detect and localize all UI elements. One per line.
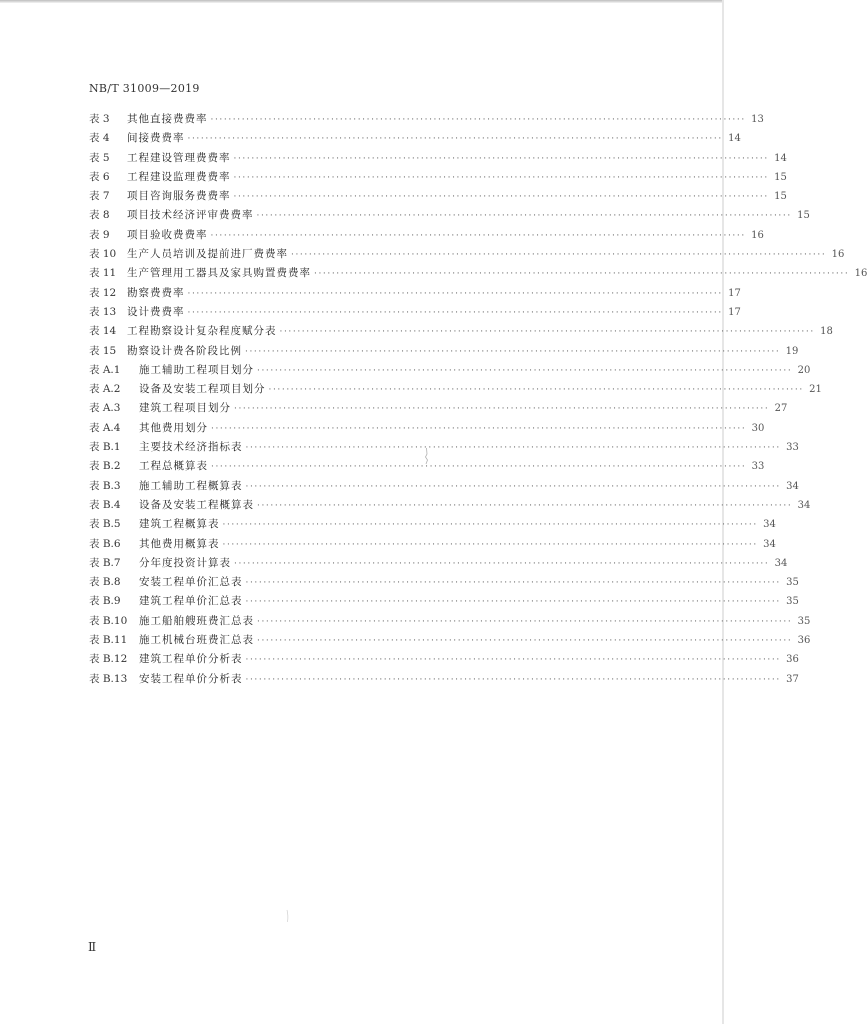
toc-dot-leader: ························································································································ [256, 211, 792, 222]
toc-row-title: 项目验收费费率 [127, 228, 208, 241]
toc-dot-leader: ························································································································ [245, 655, 781, 666]
toc-row-title: 工程勘察设计复杂程度赋分表 [127, 325, 277, 338]
toc-row-title: 建筑工程项目划分 [139, 402, 231, 415]
toc-row[interactable] [89, 303, 741, 322]
toc-row-title: 勘察设计费各阶段比例 [127, 344, 242, 357]
toc-row[interactable] [89, 612, 811, 631]
toc-dot-leader: ························································································································ [245, 578, 781, 589]
toc-dot-leader: ························································································································ [187, 288, 723, 299]
toc-dot-leader: ························································································································ [233, 153, 769, 164]
toc-row-label: 表 15 [89, 344, 117, 357]
toc-row-label: 表 B.9 [89, 595, 121, 608]
toc-row[interactable] [89, 226, 764, 245]
toc-row[interactable] [89, 573, 799, 592]
toc-row-label: 表 7 [89, 190, 110, 203]
toc-row-label: 表 B.4 [89, 498, 121, 511]
toc-row-page-number: 35 [786, 577, 799, 589]
scan-speck-mark [286, 910, 289, 922]
toc-dot-leader: ························································································································ [257, 500, 793, 511]
toc-dot-leader: ························································································································ [233, 172, 769, 183]
toc-row-page-number: 20 [797, 364, 811, 376]
toc-row-title: 安装工程单价分析表 [139, 672, 243, 685]
toc-row-page-number: 18 [820, 326, 833, 338]
toc-row-label: 表 A.2 [89, 383, 121, 396]
toc-dot-leader: ························································································································ [245, 443, 781, 454]
toc-row-title: 施工机械台班费汇总表 [139, 634, 254, 647]
toc-row-page-number: 27 [774, 403, 788, 415]
toc-row-page-number: 34 [763, 519, 776, 531]
toc-dot-leader: ························································································································ [222, 539, 758, 550]
toc-row-label: 表 B.11 [89, 634, 128, 647]
toc-row-page-number: 34 [774, 557, 788, 569]
toc-row-label: 表 B.10 [89, 614, 128, 627]
toc-row-title: 其他费用划分 [139, 421, 208, 434]
toc-row-page-number: 34 [763, 538, 776, 550]
toc-row-title: 工程建设管理费费率 [127, 151, 231, 164]
toc-row-title: 工程总概算表 [139, 460, 208, 473]
toc-row-title: 分年度投资计算表 [139, 556, 231, 569]
toc-dot-leader: ························································································································ [211, 423, 747, 434]
toc-row[interactable] [89, 554, 788, 573]
scan-smudge-mark [424, 448, 429, 464]
toc-row-title: 施工辅助工程项目划分 [139, 363, 254, 376]
toc-row-label: 表 B.6 [89, 537, 121, 550]
toc-row-label: 表 B.12 [89, 653, 128, 666]
toc-row-title: 施工辅助工程概算表 [139, 479, 243, 492]
toc-row-label: 表 3 [89, 113, 110, 125]
toc-row[interactable] [89, 592, 799, 611]
toc-row-label: 表 B.13 [89, 672, 128, 685]
toc-row-label: 表 A.4 [89, 421, 121, 434]
toc-dot-leader: ························································································································ [245, 674, 781, 685]
toc-row-page-number: 14 [728, 133, 741, 145]
toc-row-page-number: 16 [831, 249, 845, 261]
toc-row-label: 表 B.3 [89, 479, 121, 492]
toc-row-page-number: 37 [786, 673, 799, 685]
toc-row[interactable] [89, 438, 799, 457]
toc-row-label: 表 B.7 [89, 556, 121, 569]
toc-row-page-number: 19 [785, 345, 799, 357]
toc-dot-leader: ························································································································ [245, 481, 781, 492]
toc-row-page-number: 33 [751, 461, 765, 473]
toc-row[interactable] [89, 631, 811, 650]
toc-row-title: 项目咨询服务费费率 [127, 190, 231, 203]
toc-row-title: 勘察费费率 [127, 286, 185, 299]
toc-row-label: 表 B.5 [89, 518, 121, 531]
toc-row-page-number: 36 [786, 654, 799, 666]
toc-row-page-number: 15 [797, 210, 810, 222]
toc-dot-leader: ························································································································ [245, 346, 781, 357]
toc-row-page-number: 15 [774, 171, 787, 183]
toc-row[interactable] [89, 380, 822, 399]
toc-row-title: 主要技术经济指标表 [139, 441, 243, 454]
toc-row-page-number: 16 [751, 229, 764, 241]
toc-row-title: 生产人员培训及提前进厂费费率 [127, 248, 288, 261]
toc-row-label: 表 A.1 [89, 363, 121, 376]
toc-row-title: 项目技术经济评审费费率 [127, 209, 254, 222]
toc-row-page-number: 36 [797, 635, 811, 647]
toc-dot-leader: ························································································································ [211, 462, 747, 473]
toc-dot-leader: ························································································································ [234, 404, 770, 415]
toc-row[interactable] [89, 284, 741, 303]
toc-row[interactable] [89, 650, 799, 669]
toc-row-page-number: 34 [786, 480, 799, 492]
toc-row-page-number: 33 [786, 442, 799, 454]
toc-row[interactable] [89, 535, 776, 554]
toc-row-title: 生产管理用工器具及家具购置费费率 [127, 267, 311, 280]
toc-dot-leader: ························································································································ [210, 115, 746, 125]
toc-row[interactable] [89, 264, 867, 283]
toc-dot-leader: ························································································································ [234, 558, 770, 569]
toc-dot-leader: ························································································································ [257, 636, 793, 647]
toc-row-label: 表 4 [89, 132, 110, 145]
toc-row-page-number: 13 [751, 114, 764, 125]
toc-dot-leader: ························································································································ [279, 327, 815, 338]
toc-row-title: 设备及安装工程项目划分 [139, 383, 266, 396]
toc-dot-leader: ························································································································ [233, 192, 769, 203]
toc-row-title: 间接费费率 [127, 132, 185, 145]
toc-row-title: 建筑工程概算表 [139, 518, 220, 531]
toc-dot-leader: ························································································································ [210, 230, 746, 241]
toc-row-title: 建筑工程单价汇总表 [139, 595, 243, 608]
toc-row-label: 表 12 [89, 286, 117, 299]
toc-row[interactable] [89, 670, 799, 689]
toc-row-title: 工程建设监理费费率 [127, 170, 231, 183]
toc-row[interactable] [89, 419, 765, 438]
toc-row-label: 表 6 [89, 170, 110, 183]
toc-row-label: 表 11 [89, 267, 117, 280]
toc-row[interactable] [89, 129, 741, 148]
toc-row[interactable] [89, 515, 776, 534]
toc-row-label: 表 8 [89, 209, 110, 222]
toc-row-page-number: 17 [728, 287, 741, 299]
toc-row-title: 其他费用概算表 [139, 537, 220, 550]
toc-row-label: 表 13 [89, 305, 117, 318]
toc-row[interactable] [89, 477, 799, 496]
toc-dot-leader: ························································································································ [291, 250, 827, 261]
toc-row-title: 其他直接费费率 [127, 113, 208, 125]
toc-row-page-number: 16 [854, 268, 867, 280]
toc-row[interactable] [89, 496, 811, 515]
toc-row-label: 表 A.3 [89, 402, 121, 415]
toc-row-page-number: 30 [751, 422, 765, 434]
table-of-contents-list [89, 110, 867, 689]
toc-row-page-number: 17 [728, 306, 741, 318]
toc-dot-leader: ························································································································ [222, 520, 758, 531]
toc-row[interactable] [89, 168, 787, 187]
toc-row-title: 设计费费率 [127, 305, 185, 318]
toc-row-page-number: 34 [797, 499, 811, 511]
toc-row[interactable] [89, 342, 799, 361]
toc-dot-leader: ························································································································ [314, 269, 850, 280]
toc-row-page-number: 15 [774, 191, 787, 203]
toc-dot-leader: ························································································································ [245, 597, 781, 608]
toc-dot-leader: ························································································································ [187, 307, 723, 318]
toc-row-label: 表 10 [89, 248, 117, 261]
toc-row[interactable] [89, 245, 845, 264]
standard-number-header: NB/T 31009—2019 [89, 82, 200, 95]
toc-dot-leader: ························································································································ [268, 385, 804, 396]
toc-row-label: 表 B.1 [89, 441, 121, 454]
toc-row-label: 表 B.2 [89, 460, 121, 473]
page-number-footer: Ⅱ [88, 940, 97, 954]
toc-row-title: 施工船舶艘班费汇总表 [139, 614, 254, 627]
toc-row[interactable] [89, 457, 765, 476]
toc-row-title: 设备及安装工程概算表 [139, 498, 254, 511]
toc-row-page-number: 14 [774, 152, 787, 164]
scan-top-edge [0, 0, 724, 3]
toc-row-label: 表 5 [89, 151, 110, 164]
toc-row[interactable] [89, 110, 764, 129]
toc-row[interactable] [89, 187, 787, 206]
toc-row[interactable] [89, 361, 811, 380]
toc-row-page-number: 35 [786, 596, 799, 608]
toc-dot-leader: ························································································································ [257, 365, 793, 376]
toc-row[interactable] [89, 322, 833, 341]
toc-row[interactable] [89, 206, 810, 225]
toc-row-page-number: 21 [809, 384, 822, 396]
toc-dot-leader: ························································································································ [187, 134, 723, 145]
toc-row[interactable] [89, 149, 787, 168]
toc-row-label: 表 14 [89, 325, 117, 338]
toc-dot-leader: ························································································································ [257, 616, 793, 627]
toc-row-title: 安装工程单价汇总表 [139, 576, 243, 589]
toc-row-label: 表 B.8 [89, 576, 121, 589]
toc-row-title: 建筑工程单价分析表 [139, 653, 243, 666]
toc-row-label: 表 9 [89, 228, 110, 241]
toc-row[interactable] [89, 399, 788, 418]
toc-row-page-number: 35 [797, 615, 811, 627]
